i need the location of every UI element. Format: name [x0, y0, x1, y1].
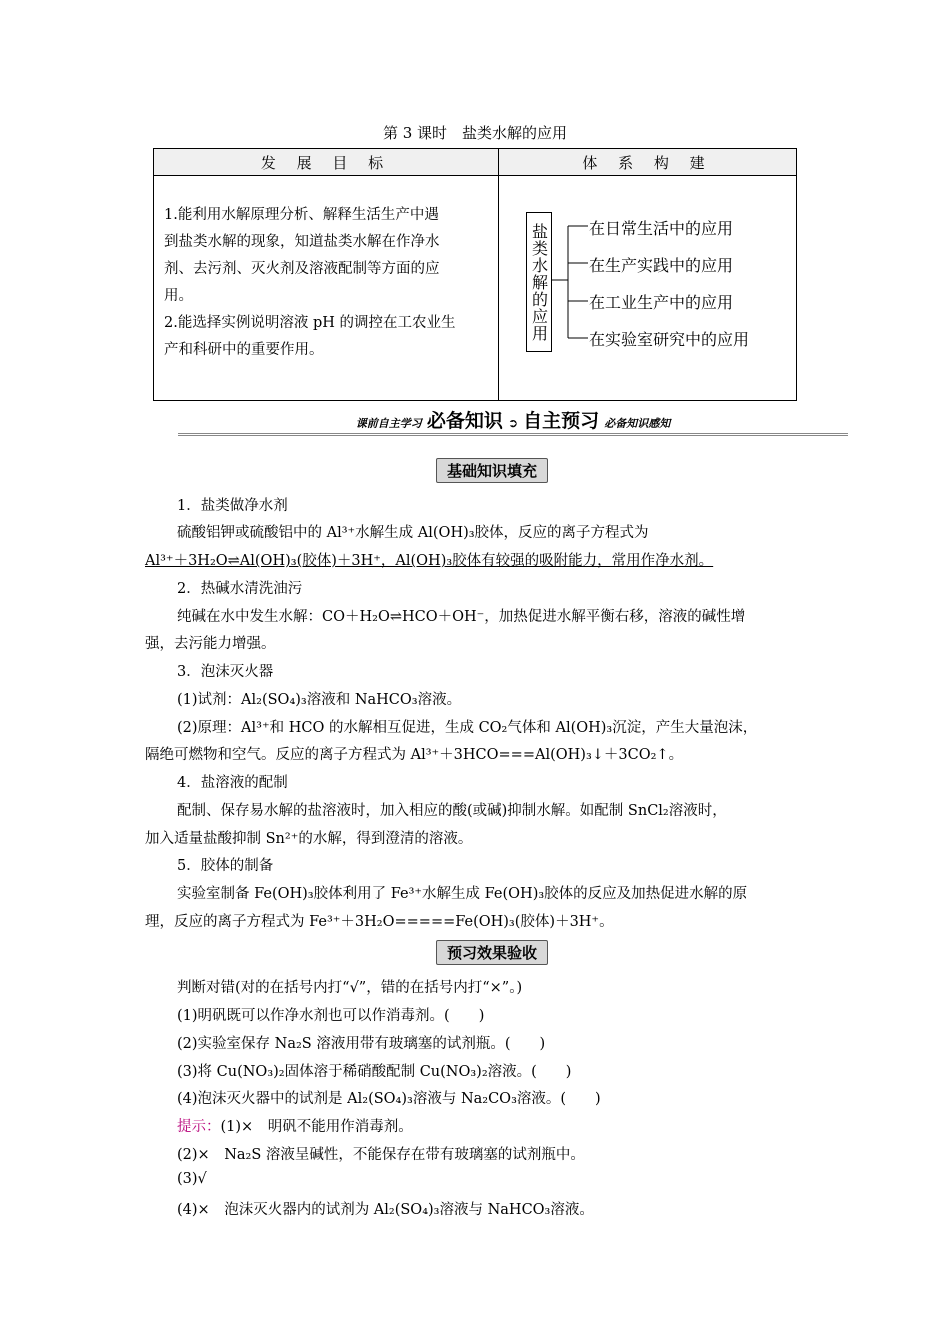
answer-line: (1)× 明矾不能用作消毒剂。	[220, 1119, 413, 1135]
text-line: 1．盐类做净水剂	[177, 498, 288, 514]
text-line: 隔绝可燃物和空气。反应的离子方程式为 Al³⁺＋3HCO===Al(OH)₃↓＋3CO₂↑。	[145, 747, 684, 763]
diagram-branch: 在日常生活中的应用	[589, 219, 734, 238]
banner-divider	[178, 433, 848, 436]
diagram-branch: 在实验室研究中的应用	[589, 330, 750, 349]
text-line: (2)原理：Al³⁺和 HCO 的水解相互促进，生成 CO₂气体和 Al(OH)₃沉淀，产生大量泡沫，	[177, 720, 758, 736]
goals-header: 发 展 目 标	[154, 149, 499, 176]
text-line: (4)泡沫灭火器中的试剂是 Al₂(SO₄)₃溶液与 Na₂CO₃溶液。( )	[177, 1091, 601, 1107]
system-diagram	[499, 176, 796, 400]
text-line: 强，去污能力增强。	[145, 636, 276, 652]
text-line: 5．胶体的制备	[177, 858, 274, 874]
banner-left: 课前自主学习	[355, 417, 422, 430]
goal-line: 产和科研中的重要作用。	[164, 342, 324, 358]
text-line: (2)实验室保存 Na₂S 溶液用带有玻璃塞的试剂瓶。( )	[177, 1036, 546, 1052]
system-header: 体 系 构 建	[499, 149, 797, 176]
section-heading	[412, 458, 572, 480]
text-line: (1)试剂：Al₂(SO₄)₃溶液和 NaHCO₃溶液。	[177, 692, 462, 708]
banner-center2: 自主预习	[523, 410, 600, 432]
banner-right: 必备知识感知	[604, 417, 671, 430]
section-heading-label: 预习效果验收	[436, 940, 548, 965]
system-diagram-cell	[499, 176, 797, 401]
goals-table	[153, 148, 797, 401]
goal-line: 用。	[164, 288, 193, 304]
section-heading-label: 基础知识填充	[436, 458, 548, 483]
goals-cell	[154, 176, 499, 401]
diagram-branch: 在工业生产中的应用	[589, 293, 734, 312]
hint-line	[177, 1115, 857, 1136]
text-line: 纯碱在水中发生水解：CO＋H₂O⇌HCO＋OH⁻，加热促进水解平衡右移，溶液的碱性增	[177, 609, 746, 625]
text-line: 2．热碱水清洗油污	[177, 581, 303, 597]
goal-line: 剂、去污剂、灭火剂及溶液配制等方面的应	[164, 261, 440, 277]
hint-label: 提示：	[177, 1119, 221, 1135]
goal-line: 1.能利用水解原理分析、解释生活生产中遇	[164, 207, 439, 223]
text-line: 4．盐溶液的配制	[177, 775, 288, 791]
banner-center: 必备知识	[426, 410, 503, 432]
lesson-title: 第 3 课时 盐类水解的应用	[382, 124, 568, 142]
text-line: (1)明矾既可以作净水剂也可以作消毒剂。( )	[177, 1008, 485, 1024]
diagram-branch: 在生产实践中的应用	[589, 256, 734, 275]
text-line: 加入适量盐酸抑制 Sn²⁺的水解，得到澄清的溶液。	[145, 831, 473, 847]
banner-arrow-icon: ➲	[507, 416, 519, 430]
text-line: 判断对错(对的在括号内打“√”，错的在括号内打“×”。)	[177, 980, 523, 996]
section-banner	[178, 406, 848, 436]
text-line: Al³⁺＋3H₂O⇌Al(OH)₃(胶体)＋3H⁺，Al(OH)₃胶体有较强的吸附能力，常用作净水剂。	[145, 553, 714, 569]
text-line: 配制、保存易水解的盐溶液时，加入相应的酸(或碱)抑制水解。如配制 SnCl₂溶液时，	[177, 803, 727, 819]
text-line: 3．泡沫灭火器	[177, 664, 274, 680]
text-line: 理，反应的离子方程式为 Fe³⁺＋3H₂O=====Fe(OH)₃(胶体)＋3H⁺。	[145, 914, 614, 930]
diagram-root-box: 盐类水解的应用	[526, 212, 552, 352]
text-line: (3)将 Cu(NO₃)₂固体溶于稀硝酸配制 Cu(NO₃)₂溶液。( )	[177, 1064, 572, 1080]
goal-line: 到盐类水解的现象，知道盐类水解在作净水	[164, 234, 440, 250]
section-heading	[412, 940, 572, 962]
answer-line: (2)× Na₂S 溶液呈碱性，不能保存在带有玻璃塞的试剂瓶中。	[177, 1147, 585, 1163]
goal-line: 2.能选择实例说明溶液 pH 的调控在工农业生	[164, 315, 456, 331]
answer-line: (3)√	[177, 1171, 207, 1187]
answer-line: (4)× 泡沫灭火器内的试剂为 Al₂(SO₄)₃溶液与 NaHCO₃溶液。	[177, 1202, 594, 1218]
text-line: 实验室制备 Fe(OH)₃胶体利用了 Fe³⁺水解生成 Fe(OH)₃胶体的反应及加热促进水解的原	[177, 886, 748, 902]
text-line: 硫酸铝钾或硫酸铝中的 Al³⁺水解生成 Al(OH)₃胶体，反应的离子方程式为	[177, 525, 649, 541]
diagram-brace	[552, 216, 592, 346]
